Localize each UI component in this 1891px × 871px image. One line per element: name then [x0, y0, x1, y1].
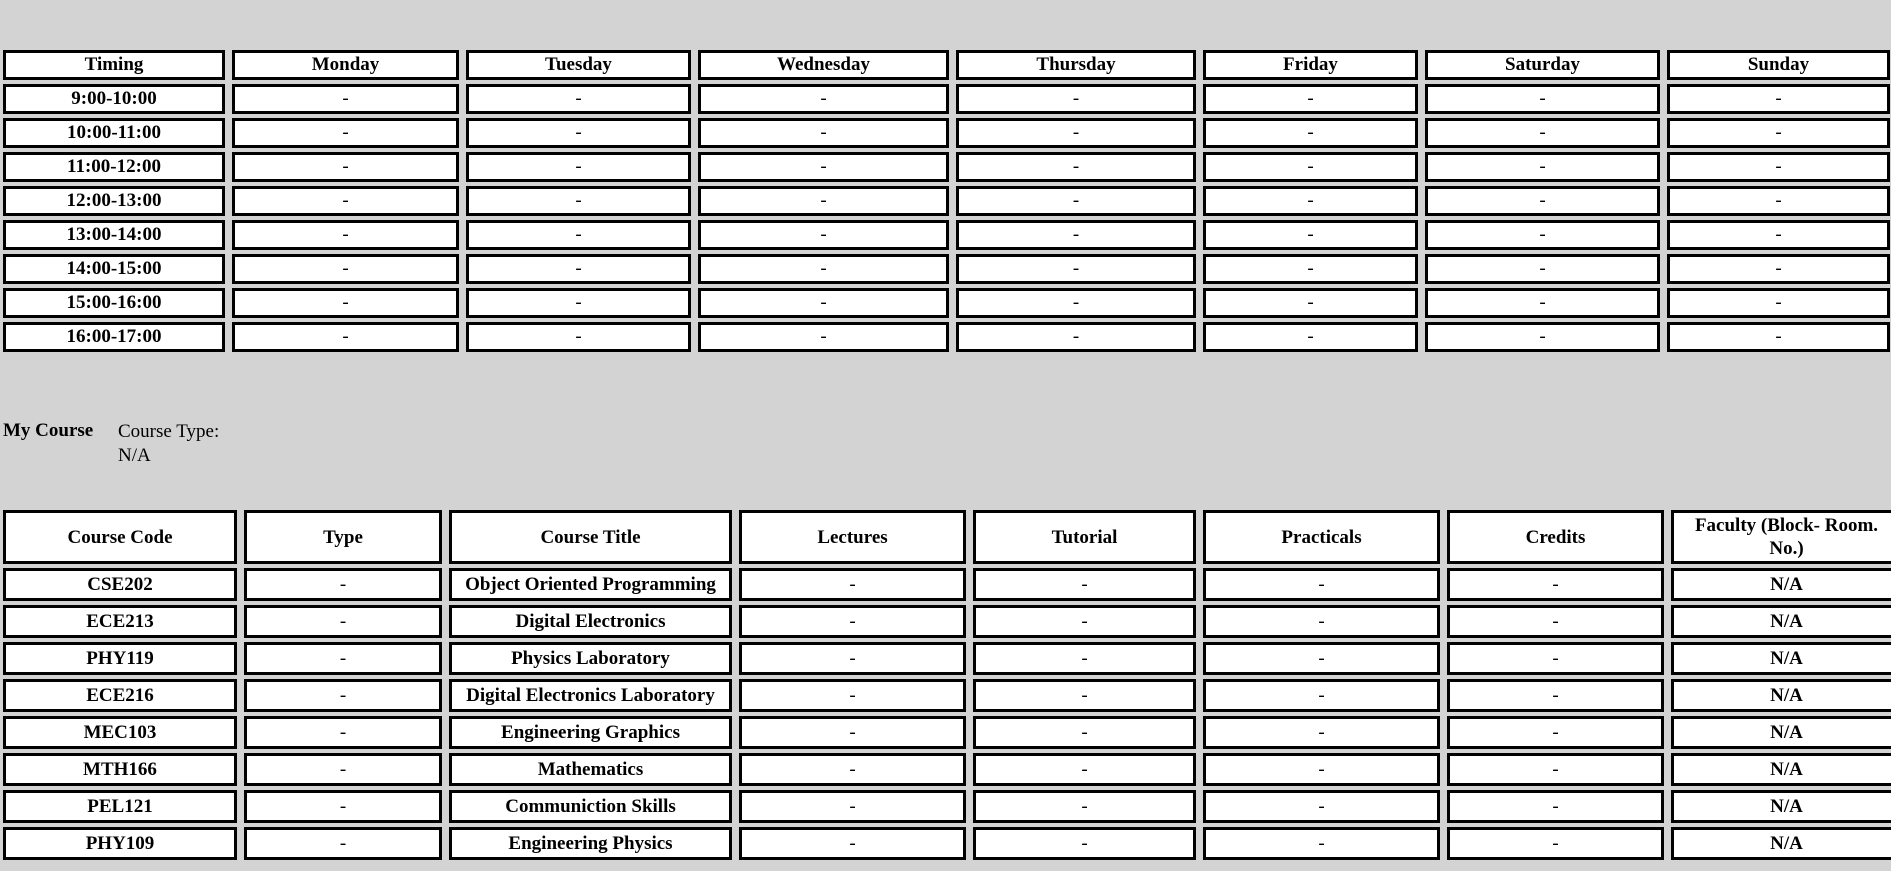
timetable-slot: - — [1667, 152, 1890, 182]
timetable-slot: - — [1425, 322, 1660, 352]
timetable-header: Friday — [1203, 50, 1418, 80]
timetable-slot: - — [1203, 288, 1418, 318]
faculty-cell: N/A — [1671, 679, 1891, 712]
timetable-row — [3, 322, 1890, 352]
timetable-slot: - — [1203, 84, 1418, 114]
course-title-cell: Mathematics — [449, 753, 732, 786]
timing-cell: 12:00-13:00 — [3, 186, 225, 216]
timetable-slot: - — [232, 84, 459, 114]
course-title-cell: Engineering Physics — [449, 827, 732, 860]
course-type-label: Course Type: — [118, 421, 220, 442]
tutorial-cell: - — [973, 790, 1196, 823]
timing-cell: 14:00-15:00 — [3, 254, 225, 284]
timetable-slot: - — [1425, 220, 1660, 250]
faculty-cell: N/A — [1671, 753, 1891, 786]
timetable-slot: - — [698, 322, 949, 352]
timetable-slot: - — [698, 288, 949, 318]
lectures-cell: - — [739, 790, 966, 823]
lectures-cell: - — [739, 642, 966, 675]
timetable-slot: - — [232, 254, 459, 284]
timetable-slot: - — [466, 118, 691, 148]
practicals-cell: - — [1203, 753, 1440, 786]
practicals-cell: - — [1203, 716, 1440, 749]
timetable-header: Tuesday — [466, 50, 691, 80]
course-type-cell: - — [244, 790, 442, 823]
course-code-cell: ECE216 — [3, 679, 237, 712]
faculty-cell: N/A — [1671, 790, 1891, 823]
courses-header: Course Code — [3, 510, 237, 564]
timetable-slot: - — [956, 220, 1196, 250]
timetable-slot: - — [1203, 186, 1418, 216]
timetable-slot: - — [1425, 118, 1660, 148]
course-type-cell: - — [244, 827, 442, 860]
timetable-header: Saturday — [1425, 50, 1660, 80]
timetable-row — [3, 288, 1890, 318]
courses-header: Type — [244, 510, 442, 564]
timetable-slot: - — [1425, 186, 1660, 216]
courses-header: Credits — [1447, 510, 1664, 564]
credits-cell: - — [1447, 605, 1664, 638]
course-title-cell: Digital Electronics Laboratory — [449, 679, 732, 712]
courses-header: Course Title — [449, 510, 732, 564]
course-type-cell: - — [244, 642, 442, 675]
course-row — [3, 753, 1891, 786]
credits-cell: - — [1447, 679, 1664, 712]
timing-cell: 9:00-10:00 — [3, 84, 225, 114]
faculty-cell: N/A — [1671, 716, 1891, 749]
timetable-slot: - — [698, 118, 949, 148]
timetable-slot: - — [1667, 84, 1890, 114]
practicals-cell: - — [1203, 827, 1440, 860]
tutorial-cell: - — [973, 753, 1196, 786]
practicals-cell: - — [1203, 790, 1440, 823]
timetable-slot: - — [1203, 254, 1418, 284]
course-code-cell: PHY109 — [3, 827, 237, 860]
lectures-cell: - — [739, 716, 966, 749]
timetable-slot: - — [466, 220, 691, 250]
tutorial-cell: - — [973, 679, 1196, 712]
timing-cell: 15:00-16:00 — [3, 288, 225, 318]
timetable-slot: - — [698, 84, 949, 114]
courses-table — [0, 506, 1891, 864]
timetable-slot: - — [232, 186, 459, 216]
timetable-slot: - — [1667, 288, 1890, 318]
timetable-slot: - — [1425, 84, 1660, 114]
practicals-cell: - — [1203, 679, 1440, 712]
course-code-cell: MTH166 — [3, 753, 237, 786]
course-row — [3, 716, 1891, 749]
timetable-slot: - — [1425, 152, 1660, 182]
faculty-cell: N/A — [1671, 827, 1891, 860]
timetable-slot: - — [466, 84, 691, 114]
courses-header-row — [3, 510, 1891, 564]
timetable-slot: - — [1667, 254, 1890, 284]
timetable-slot: - — [956, 322, 1196, 352]
course-code-cell: MEC103 — [3, 716, 237, 749]
timetable-slot: - — [1667, 186, 1890, 216]
timing-cell: 16:00-17:00 — [3, 322, 225, 352]
timetable-row — [3, 84, 1890, 114]
credits-cell: - — [1447, 642, 1664, 675]
course-row — [3, 642, 1891, 675]
timetable-row — [3, 220, 1890, 250]
timing-cell: 10:00-11:00 — [3, 118, 225, 148]
timetable-slot: - — [956, 152, 1196, 182]
tutorial-cell: - — [973, 642, 1196, 675]
my-course-label: My Course — [3, 420, 94, 441]
course-row — [3, 605, 1891, 638]
tutorial-cell: - — [973, 827, 1196, 860]
timetable-slot: - — [956, 84, 1196, 114]
timetable-header: Monday — [232, 50, 459, 80]
lectures-cell: - — [739, 605, 966, 638]
timetable-slot: - — [1667, 322, 1890, 352]
timetable-slot: - — [1203, 118, 1418, 148]
course-row — [3, 827, 1891, 860]
timetable-header: Thursday — [956, 50, 1196, 80]
timetable-slot: - — [1203, 322, 1418, 352]
course-type-cell: - — [244, 568, 442, 601]
course-type — [118, 420, 248, 468]
timetable-slot: - — [1667, 220, 1890, 250]
credits-cell: - — [1447, 753, 1664, 786]
course-code-cell: ECE213 — [3, 605, 237, 638]
lectures-cell: - — [739, 568, 966, 601]
timetable-header: Sunday — [1667, 50, 1890, 80]
timetable-slot: - — [1425, 254, 1660, 284]
course-title-cell: Digital Electronics — [449, 605, 732, 638]
timetable-slot: - — [466, 186, 691, 216]
timetable-slot: - — [232, 118, 459, 148]
course-code-cell: CSE202 — [3, 568, 237, 601]
timetable-row — [3, 118, 1890, 148]
faculty-cell: N/A — [1671, 568, 1891, 601]
course-type-cell: - — [244, 753, 442, 786]
courses-header: Tutorial — [973, 510, 1196, 564]
tutorial-cell: - — [973, 568, 1196, 601]
timetable-slot: - — [698, 152, 949, 182]
timetable-slot: - — [1425, 288, 1660, 318]
timetable-slot: - — [466, 254, 691, 284]
timetable-slot: - — [956, 288, 1196, 318]
course-title-cell: Communiction Skills — [449, 790, 732, 823]
timetable-row — [3, 254, 1890, 284]
timetable-slot: - — [466, 322, 691, 352]
timetable-slot: - — [698, 254, 949, 284]
timetable-header-row — [3, 50, 1890, 80]
timetable-slot: - — [956, 186, 1196, 216]
faculty-cell: N/A — [1671, 642, 1891, 675]
lectures-cell: - — [739, 827, 966, 860]
course-title-cell: Object Oriented Programming — [449, 568, 732, 601]
lectures-cell: - — [739, 679, 966, 712]
timetable-slot: - — [698, 186, 949, 216]
timetable-slot: - — [232, 220, 459, 250]
courses-header: Practicals — [1203, 510, 1440, 564]
credits-cell: - — [1447, 568, 1664, 601]
course-row — [3, 679, 1891, 712]
course-code-cell: PEL121 — [3, 790, 237, 823]
timetable-slot: - — [232, 322, 459, 352]
course-title-cell: Engineering Graphics — [449, 716, 732, 749]
course-type-cell: - — [244, 605, 442, 638]
timetable-row — [3, 186, 1890, 216]
timetable-header: Timing — [3, 50, 225, 80]
credits-cell: - — [1447, 716, 1664, 749]
timetable-slot: - — [956, 254, 1196, 284]
lectures-cell: - — [739, 753, 966, 786]
tutorial-cell: - — [973, 716, 1196, 749]
timetable-slot: - — [232, 288, 459, 318]
course-code-cell: PHY119 — [3, 642, 237, 675]
timetable-slot: - — [1203, 220, 1418, 250]
faculty-cell: N/A — [1671, 605, 1891, 638]
courses-header: Lectures — [739, 510, 966, 564]
course-type-cell: - — [244, 679, 442, 712]
timetable-slot: - — [1667, 118, 1890, 148]
course-row — [3, 568, 1891, 601]
credits-cell: - — [1447, 790, 1664, 823]
timetable-row — [3, 152, 1890, 182]
course-type-value: N/A — [118, 445, 151, 466]
timetable-slot: - — [956, 118, 1196, 148]
practicals-cell: - — [1203, 642, 1440, 675]
timing-cell: 11:00-12:00 — [3, 152, 225, 182]
course-row — [3, 790, 1891, 823]
timetable-header: Wednesday — [698, 50, 949, 80]
course-type-cell: - — [244, 716, 442, 749]
course-title-cell: Physics Laboratory — [449, 642, 732, 675]
timing-cell: 13:00-14:00 — [3, 220, 225, 250]
timetable-slot: - — [466, 152, 691, 182]
timetable-slot: - — [1203, 152, 1418, 182]
credits-cell: - — [1447, 827, 1664, 860]
courses-header: Faculty (Block- Room. No.) — [1671, 510, 1891, 564]
practicals-cell: - — [1203, 568, 1440, 601]
practicals-cell: - — [1203, 605, 1440, 638]
timetable-slot: - — [232, 152, 459, 182]
timetable — [0, 46, 1891, 356]
timetable-slot: - — [466, 288, 691, 318]
timetable-slot: - — [698, 220, 949, 250]
tutorial-cell: - — [973, 605, 1196, 638]
